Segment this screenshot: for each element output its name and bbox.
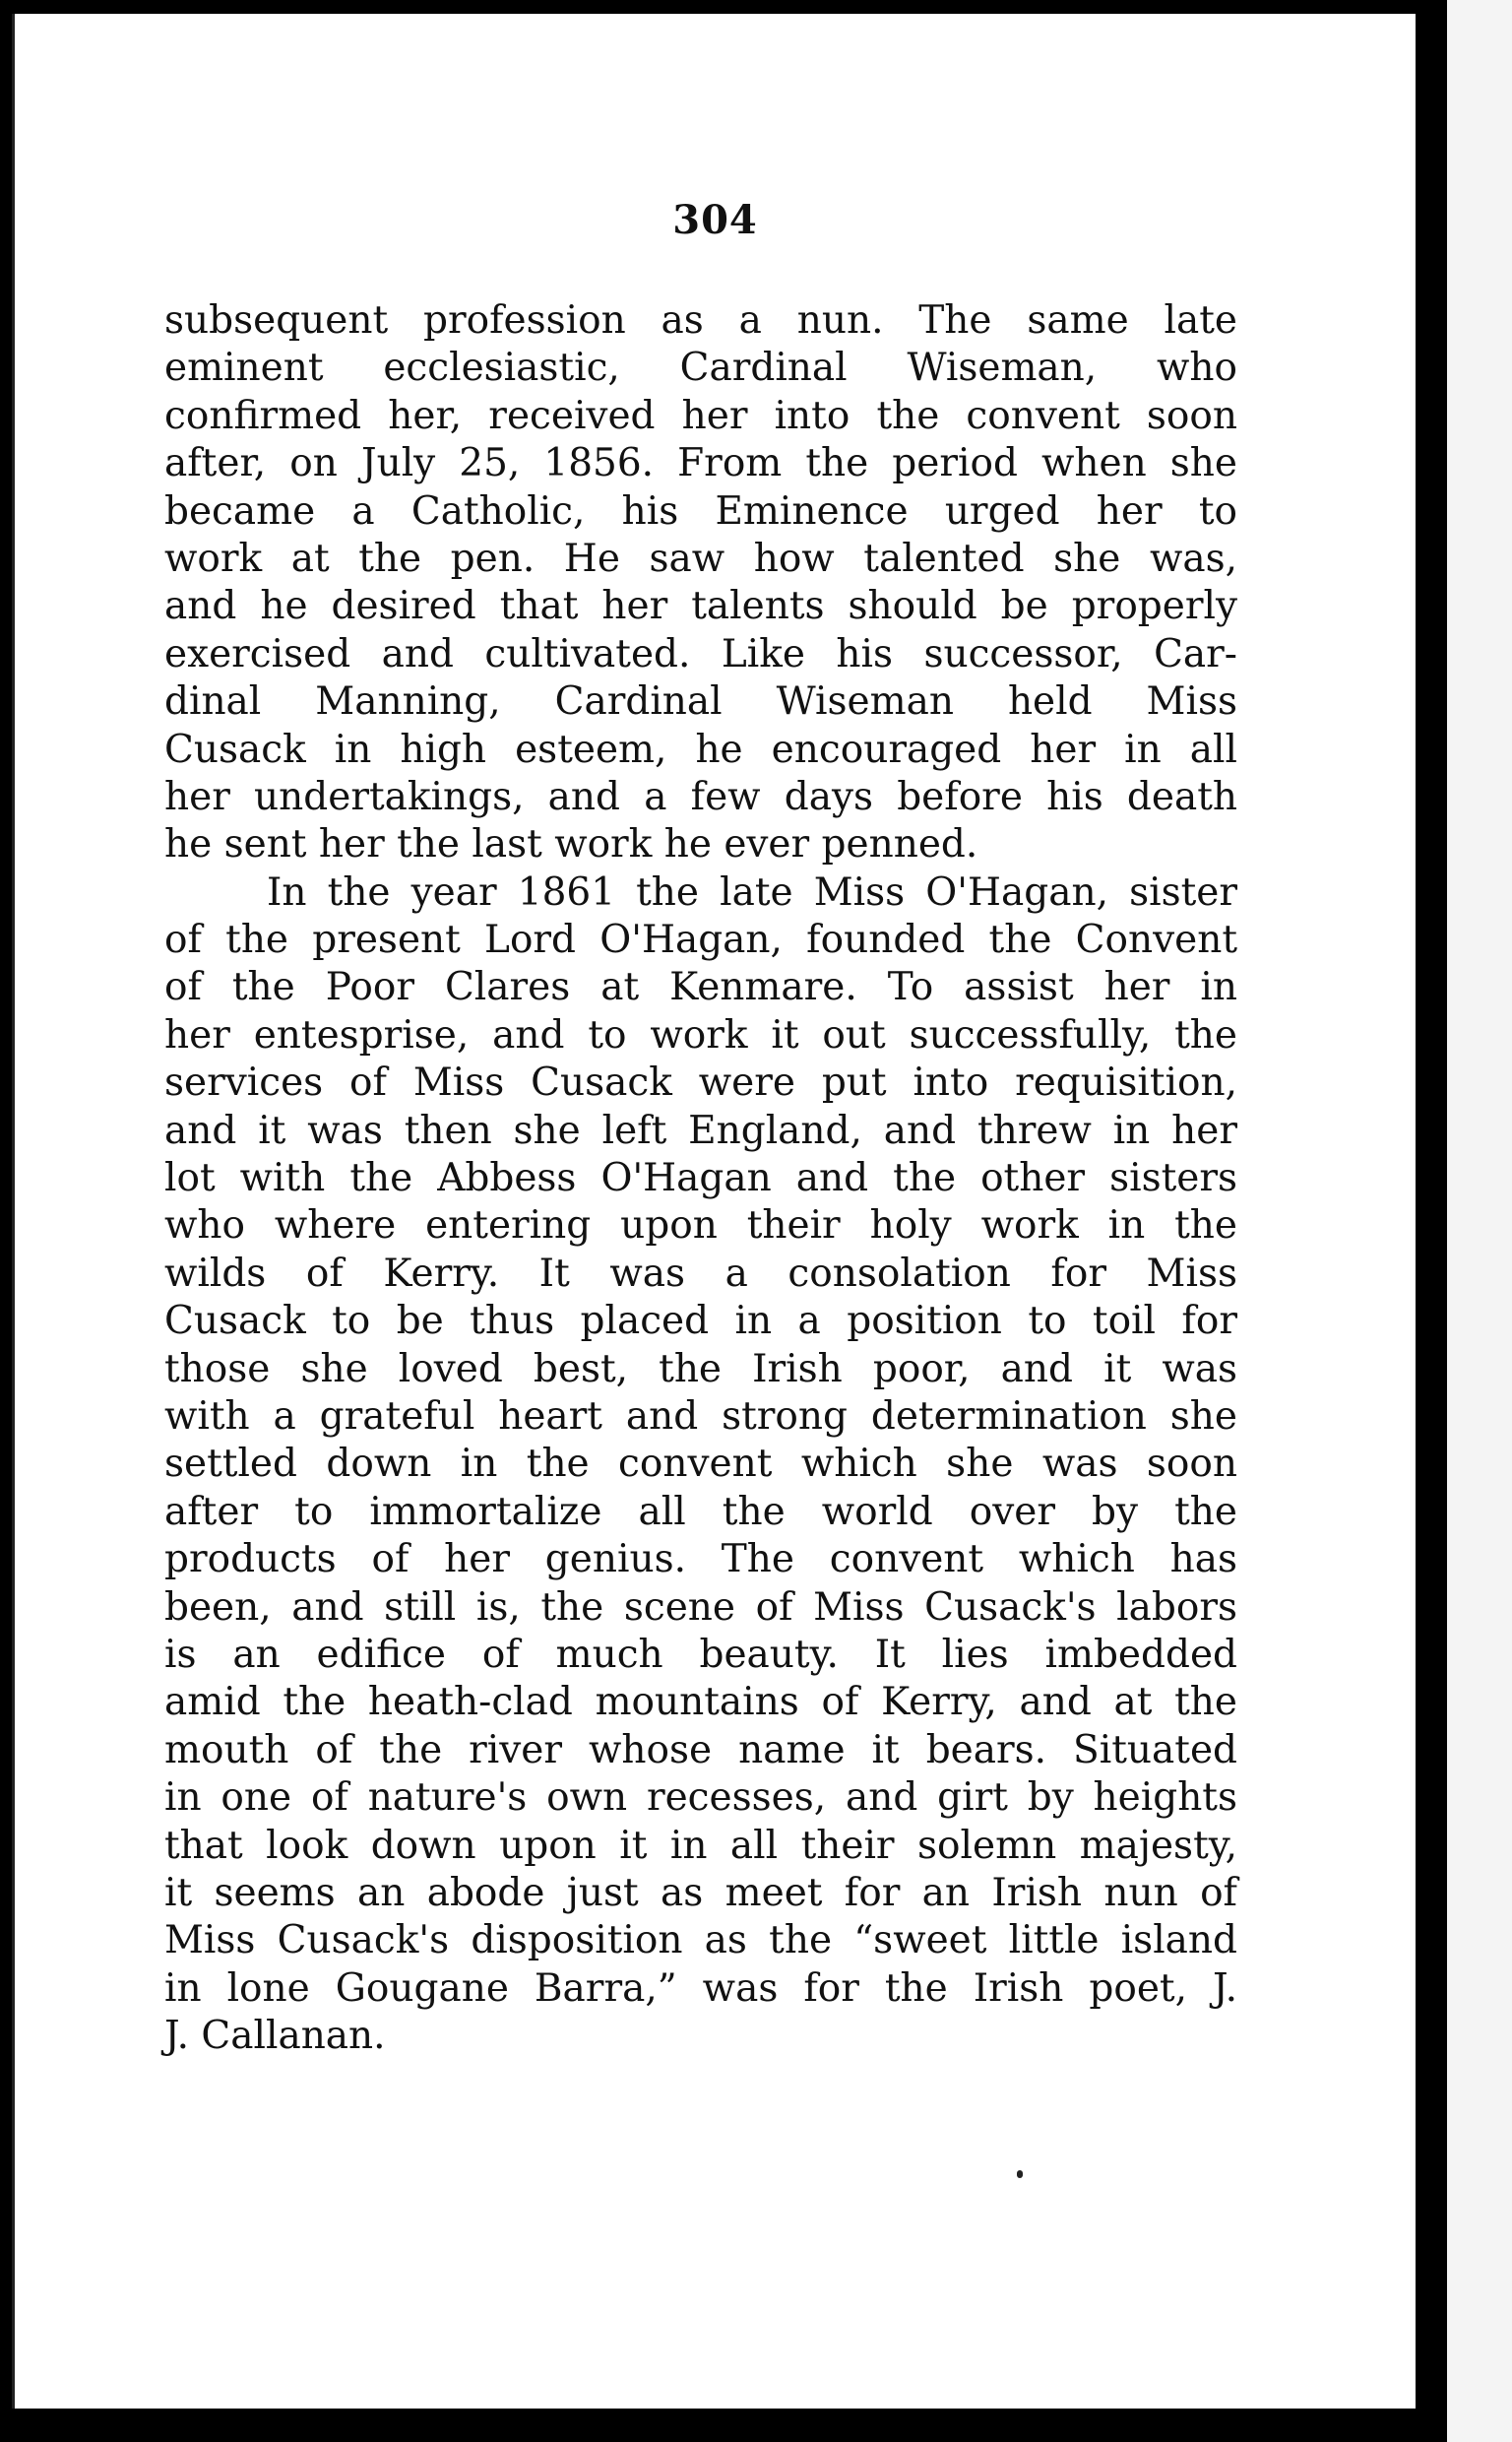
text-line: that look down upon it in all their solemn majesty, — [164, 1823, 1237, 1868]
text-line: lot with the Abbess O'Hagan and the other sisters — [164, 1156, 1237, 1201]
text-line: work at the pen. He saw how talented she was, — [164, 536, 1237, 581]
text-line: subsequent profession as a nun. The same late — [164, 298, 1237, 343]
text-line: J. Callanan. — [164, 2014, 386, 2059]
text-line: Miss Cusack's disposition as the “sweet little island — [164, 1918, 1237, 1963]
text-line: after to immortalize all the world over by the — [164, 1489, 1237, 1534]
text-line: eminent ecclesiastic, Cardinal Wiseman, who — [164, 346, 1237, 391]
text-line: services of Miss Cusack were put into requisition, — [164, 1060, 1237, 1106]
text-line: who where entering upon their holy work in the — [164, 1203, 1237, 1249]
text-line: after, on July 25, 1856. From the period when she — [164, 441, 1237, 486]
text-line: dinal Manning, Cardinal Wiseman held Miss — [164, 679, 1237, 725]
text-line: settled down in the convent which she was soon — [164, 1442, 1237, 1487]
text-line: In the year 1861 the late Miss O'Hagan, sister — [267, 869, 1237, 915]
text-line: is an edifice of much beauty. It lies imbedded — [164, 1632, 1237, 1677]
adjacent-page-edge — [1447, 0, 1512, 2442]
text-line: been, and still is, the scene of Miss Cusack's labors — [164, 1584, 1237, 1630]
text-line: amid the heath-clad mountains of Kerry, and at the — [164, 1680, 1237, 1725]
text-line: in one of nature's own recesses, and girt by heights — [164, 1775, 1237, 1821]
page-number: 304 — [672, 197, 758, 243]
text-line: of the present Lord O'Hagan, founded the Convent — [164, 918, 1237, 963]
text-line: her entesprise, and to work it out successfully, the — [164, 1012, 1237, 1058]
text-line: products of her genius. The convent which has — [164, 1537, 1237, 1582]
text-line: and he desired that her talents should be properly — [164, 584, 1237, 629]
ink-speck — [1017, 2170, 1023, 2178]
body-text — [164, 297, 1237, 2060]
text-line: it seems an abode just as meet for an Irish nun of — [164, 1870, 1237, 1915]
text-line: became a Catholic, his Eminence urged her to — [164, 488, 1237, 534]
text-line: with a grateful heart and strong determination she — [164, 1393, 1237, 1439]
text-line: he sent her the last work he ever penned. — [164, 822, 978, 868]
text-line: confirmed her, received her into the convent soon — [164, 393, 1237, 438]
text-line: and it was then she left England, and threw in her — [164, 1108, 1237, 1153]
text-line: those she loved best, the Irish poor, and it was — [164, 1346, 1237, 1391]
text-line: of the Poor Clares at Kenmare. To assist her in — [164, 965, 1237, 1010]
text-line: Cusack to be thus placed in a position to toil for — [164, 1299, 1237, 1344]
text-line: exercised and cultivated. Like his successor, Car- — [164, 631, 1237, 676]
text-line: in lone Gougane Barra,” was for the Irish poet, J. — [164, 1965, 1237, 2011]
text-line: Cusack in high esteem, he encouraged her in all — [164, 727, 1237, 772]
text-line: her undertakings, and a few days before his death — [164, 774, 1237, 819]
text-line: wilds of Kerry. It was a consolation for Miss — [164, 1251, 1237, 1296]
book-page — [12, 14, 1416, 2409]
text-line: mouth of the river whose name it bears. Situated — [164, 1727, 1237, 1772]
